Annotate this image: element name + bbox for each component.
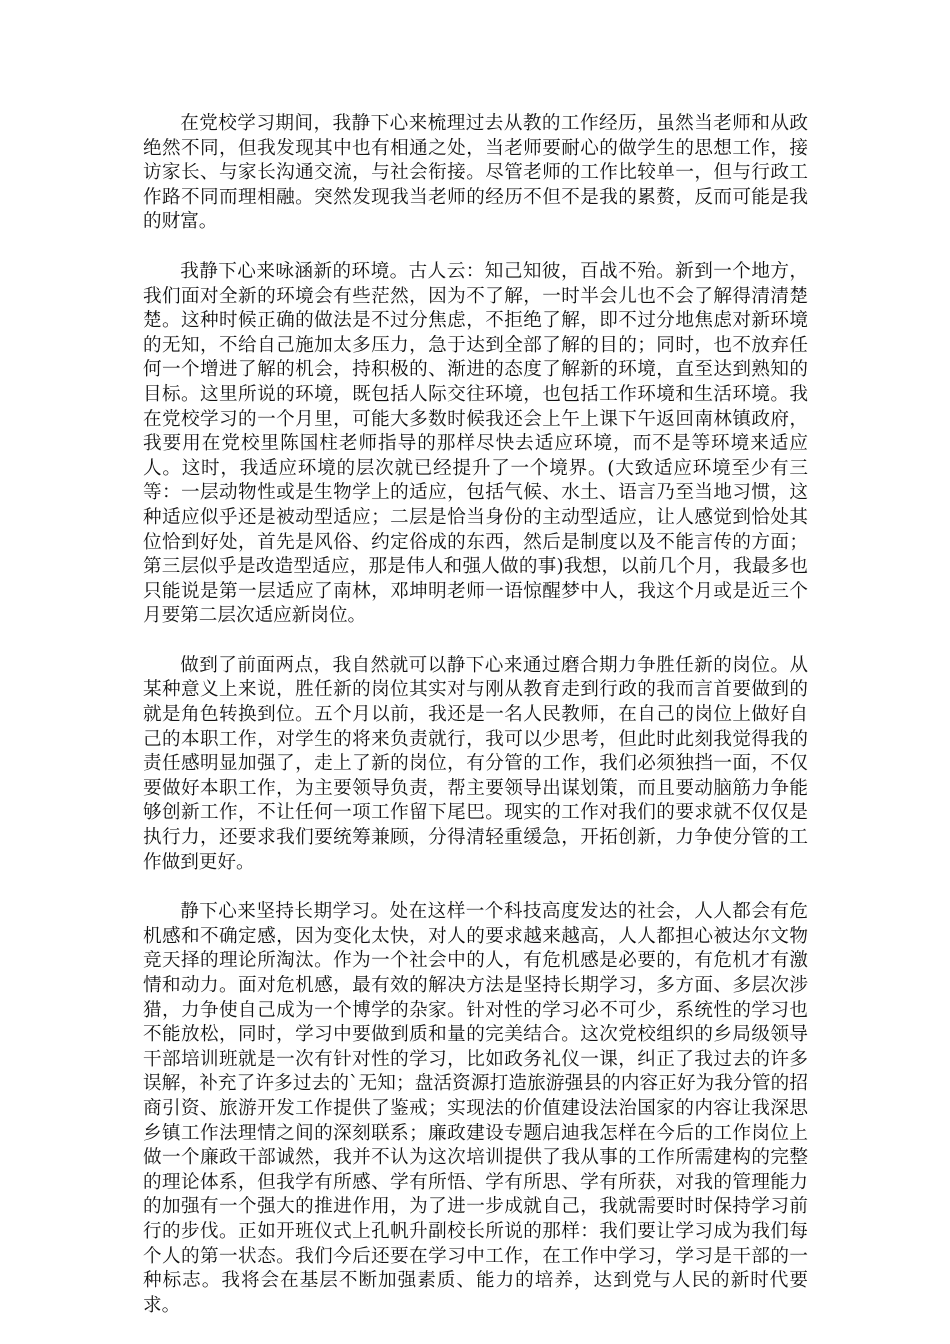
paragraph-reflection-teaching: 在党校学习期间，我静下心来梳理过去从教的工作经历，虽然当老师和从政绝然不同，但我发现其中也有相通之处，当老师要耐心的做学生的思想工作，接访家长、与家长沟通交流，与社会衔接。尽管老师的工作比较单一，但与行政工作路不同而理相融。突然发现我当老师的经历不但不是我的累赘，反而可能是我的财富。 <box>143 113 808 233</box>
paragraph-new-environment: 我静下心来咏涵新的环境。古人云：知己知彼，百战不殆。新到一个地方，我们面对全新的环境会有些茫然，因为不了解，一时半会儿也不会了解得清清楚楚。这种时候正确的做法是不过分焦虑，不拒绝了解，即不过分地焦虑对新环境的无知，不给自己施加太多压力，急于达到全部了解的目的；同时，也不放弃任何一个增进了解的机会，持积极的、渐进的态度了解新的环境，直至达到熟知的目标。这里所说的环境，既包括人际交往环境，也包括工作环境和生活环境。我在党校学习的一个月里，可能大多数时候我还会上午上课下午返回南林镇政府，我要用在党校里陈国柱老师指导的那样尽快去适应环境，而不是等环境来适应人。这时，我适应环境的层次就已经提升了一个境界。(大致适应环境至少有三等：一层动物性或是生物学上的适应，包括气候、水土、语言乃至当地习惯，这种适应似乎还是被动型适应；二层是恰当身份的主动型适应，让人感觉到恰处其位恰到好处，首先是风俗、约定俗成的东西，然后是制度以及不能言传的方面；第三层似乎是改造型适应，那是伟人和强人做的事)我想，以前几个月，我最多也只能说是第一层适应了南林，邓坤明老师一语惊醒梦中人，我这个月或是近三个月要第二层次适应新岗位。 <box>143 260 808 627</box>
document-body <box>143 112 808 1343</box>
paragraph-new-position: 做到了前面两点，我自然就可以静下心来通过磨合期力争胜任新的岗位。从某种意义上来说，胜任新的岗位其实对与刚从教育走到行政的我而言首要做到的就是角色转换到位。五个月以前，我还是一名人民教师，在自己的岗位上做好自己的本职工作，对学生的将来负责就行，我可以少思考，但此时此刻我觉得我的责任感明显加强了，走上了新的岗位，有分管的工作，我们必须独挡一面，不仅要做好本职工作，为主要领导负责，帮主要领导出谋划策，而且要动脑筋力争能够创新工作，不让任何一项工作留下尾巴。现实的工作对我们的要求就不仅仅是执行力，还要求我们要统筹兼顾，分得清轻重缓急，开拓创新，力争使分管的工作做到更好。 <box>143 654 808 873</box>
paragraph-long-term-learning: 静下心来坚持长期学习。处在这样一个科技高度发达的社会，人人都会有危机感和不确定感，因为变化太快，对人的要求越来越高，人人都担心被达尔文物竞天择的理论所淘汰。作为一个社会中的人，有危机感是必要的，有危机才有激情和动力。面对危机感，最有效的解决方法是坚持长期学习，多方面、多层次涉猎，力争使自己成为一个博学的杂家。针对性的学习必不可少，系统性的学习也不能放松，同时，学习中要做到质和量的完美结合。这次党校组织的乡局级领导干部培训班就是一次有针对性的学习，比如政务礼仪一课，纠正了我过去的许多误解，补充了许多过去的`无知；盘活资源打造旅游强县的内容正好为我分管的招商引资、旅游开发工作提供了鉴戒；实现法的价值建设法治国家的内容让我深思乡镇工作法理情之间的深刻联系；廉政建设专题启迪我怎样在今后的工作岗位上做一个廉政干部诚然，我并不认为这次培训提供了我从事的工作所需建构的完整的理论体系，但我学有所感、学有所悟、学有所思、学有所获，对我的管理能力的加强有一个强大的推进作用，为了进一步成就自己，我就需要时时保持学习前行的步伐。正如开班仪式上孔帆升副校长所说的那样：我们要让学习成为我们每个人的第一状态。我们今后还要在学习中工作，在工作中学习，学习是干部的一种标志。我将会在基层不断加强素质、能力的培养，达到党与人民的新时代要求。 <box>143 901 808 1316</box>
